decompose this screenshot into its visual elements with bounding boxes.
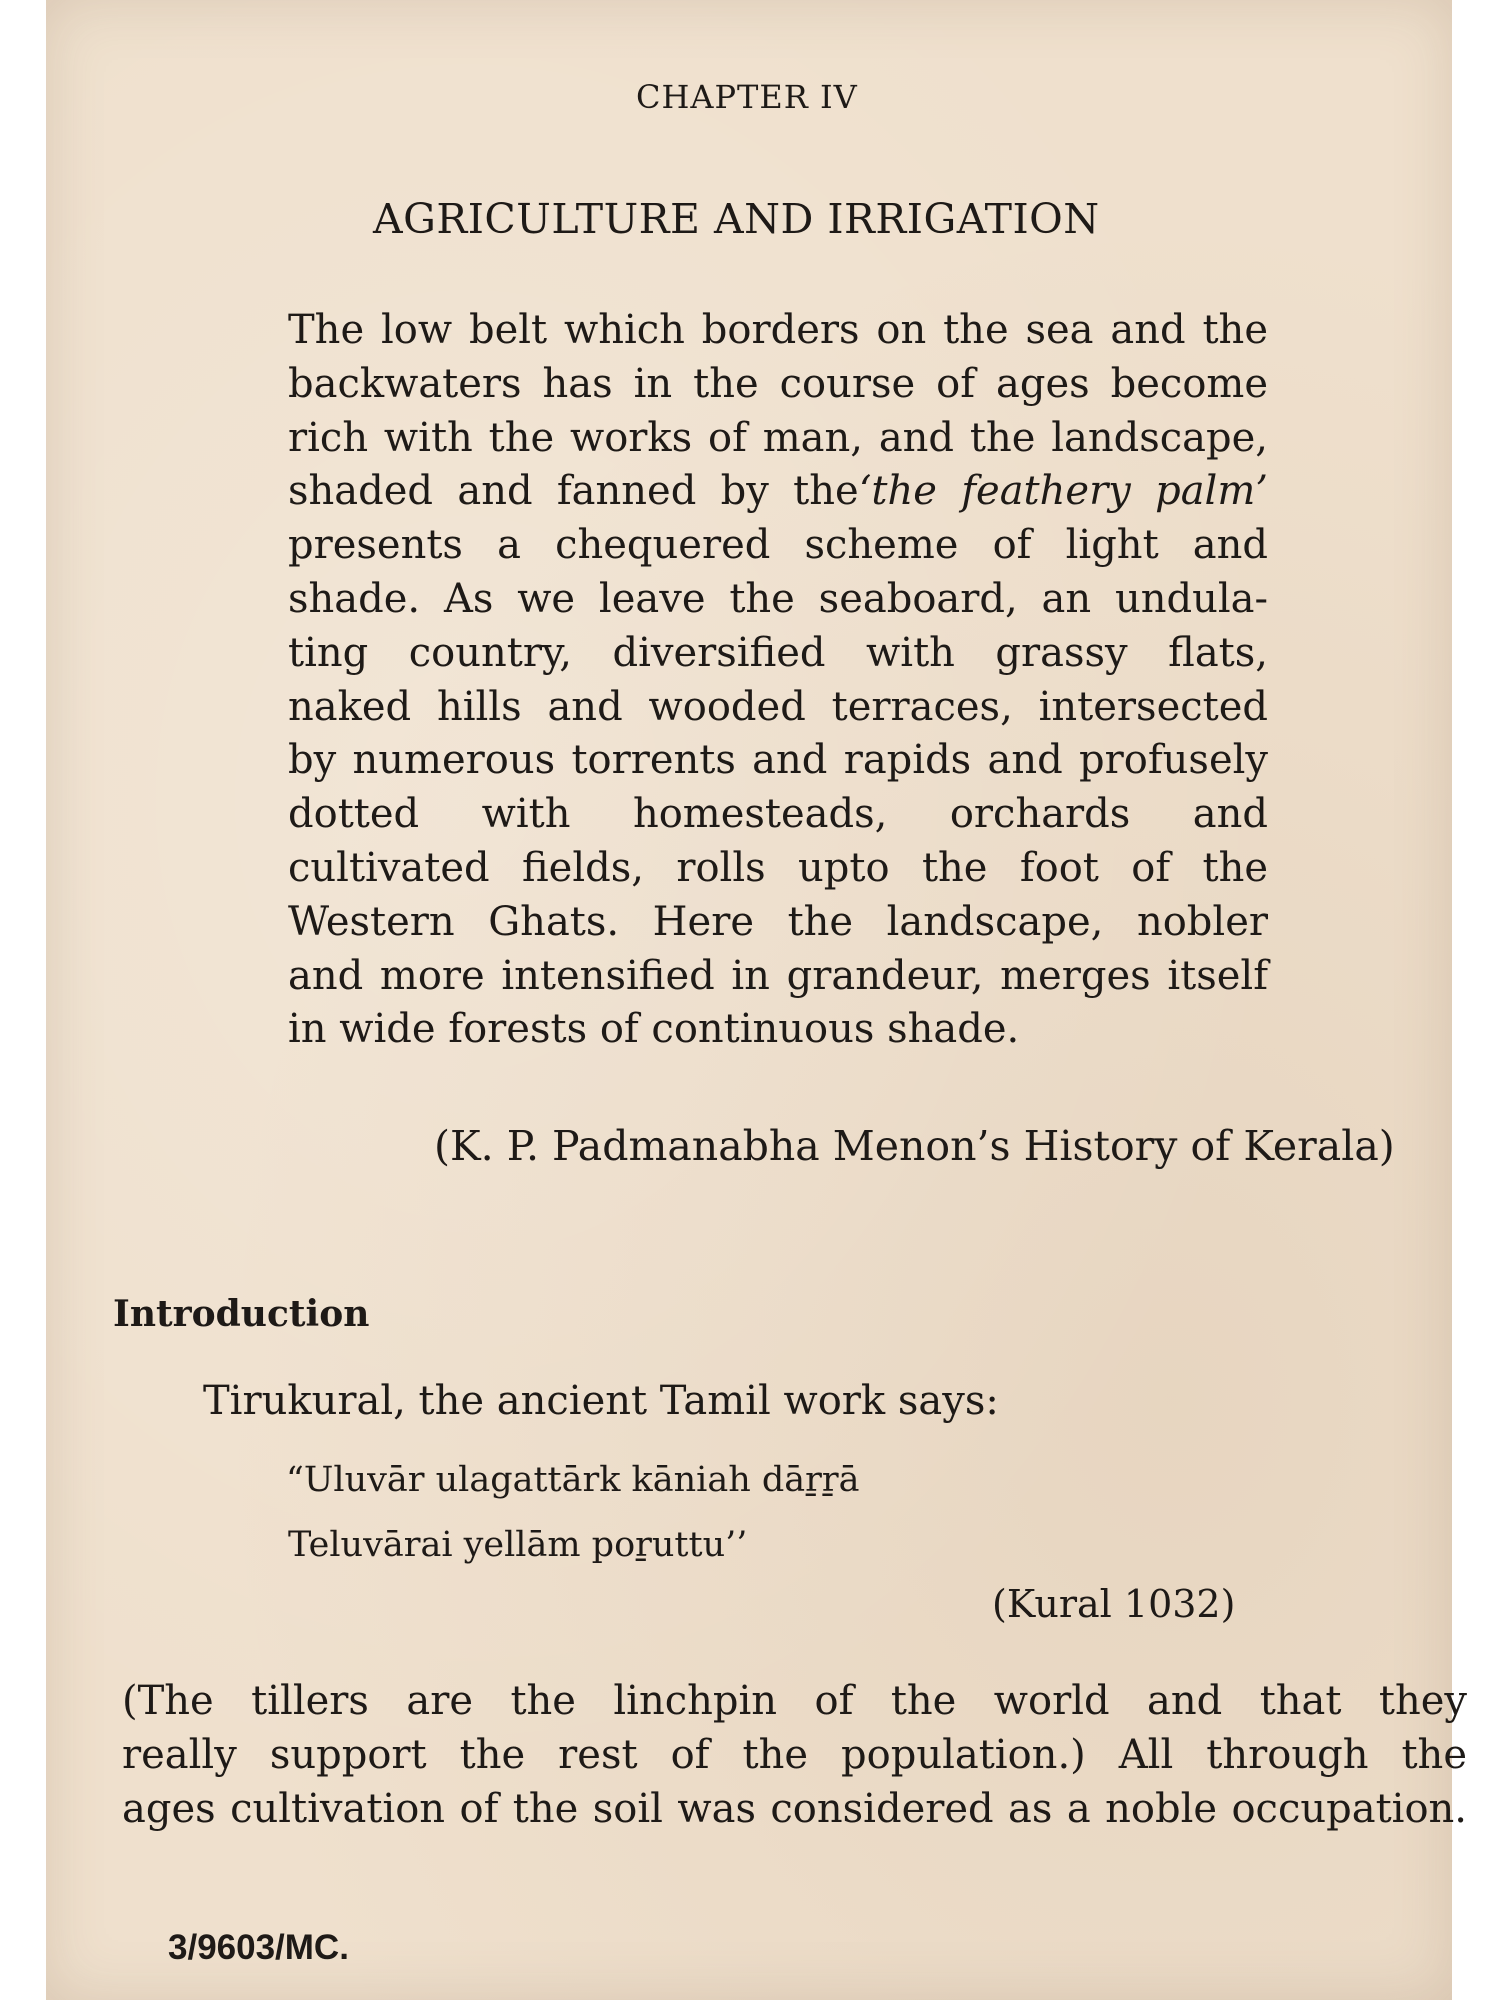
quoted-phrase: ‘the feathery palm’ — [858, 468, 1268, 515]
epigraph-attribution: (K. P. Padmanabha Menon’s History of Kerala) — [434, 1122, 1395, 1170]
kural-intro: Tirukural, the ancient Tamil work says: — [203, 1378, 999, 1424]
epigraph-line: Western Ghats. Here the landscape, nobler — [288, 898, 1268, 945]
epigraph-line: naked hills and wooded terraces, intersected — [288, 683, 1268, 730]
epigraph-line: dotted with homesteads, orchards and — [288, 791, 1268, 838]
verse-line-1: “Uluvār ulagattārk kāniah dāṟṟā — [286, 1460, 860, 1500]
chapter-label: CHAPTER IV — [636, 78, 858, 116]
closing-line: (The tillers are the linchpin of the world and that they — [122, 1678, 1467, 1724]
book-page — [46, 0, 1467, 2000]
footer-code: 3/9603/MC. — [168, 1928, 349, 1967]
epigraph-line: ting country, diversified with grassy flats, — [288, 629, 1268, 676]
epigraph-line: rich with the works of man, and the landscape, — [288, 414, 1268, 461]
epigraph-line: and more intensified in grandeur, merges itself — [288, 952, 1268, 999]
verse-reference: (Kural 1032) — [992, 1582, 1236, 1626]
verse-line-2: Teluvārai yellām poṟuttu’’ — [288, 1525, 748, 1565]
epigraph-line: presents a chequered scheme of light and — [288, 522, 1268, 569]
closing-line: ages cultivation of the soil was considered as a noble occupation. — [122, 1786, 1467, 1832]
closing-paragraph — [122, 1674, 1467, 1836]
epigraph-line: The low belt which borders on the sea and the — [288, 307, 1268, 353]
epigraph-line: shade. As we leave the seaboard, an undula- — [288, 575, 1268, 622]
section-heading: Introduction — [113, 1293, 370, 1335]
epigraph-line: shaded and fanned by the — [288, 468, 859, 515]
chapter-title: AGRICULTURE AND IRRIGATION — [373, 195, 1100, 243]
epigraph-line: cultivated fields, rolls upto the foot of the — [288, 844, 1268, 891]
epigraph-line: by numerous torrents and rapids and profusely — [288, 737, 1268, 784]
epigraph-paragraph — [288, 304, 1268, 1057]
epigraph-line-with-quote — [288, 465, 1268, 519]
epigraph-line: backwaters has in the course of ages become — [288, 360, 1268, 407]
epigraph-line: in wide forests of continuous shade. — [288, 1006, 1020, 1053]
closing-line: really support the rest of the population.) All through the — [122, 1732, 1467, 1778]
